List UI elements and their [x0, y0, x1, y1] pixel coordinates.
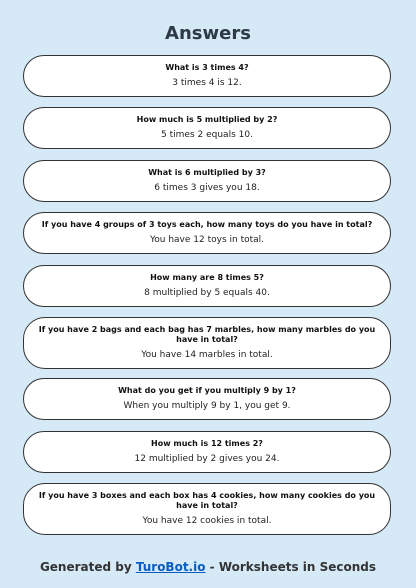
footer-suffix: - Worksheets in Seconds — [205, 560, 377, 574]
answer-card-4 — [23, 212, 391, 254]
page-title: Answers — [165, 23, 251, 44]
answer-text: 8 multiplied by 5 equals 40. — [144, 288, 270, 298]
footer — [0, 559, 416, 575]
answer-card-9 — [23, 483, 391, 535]
answer-text: When you multiply 9 by 1, you get 9. — [123, 401, 291, 411]
footer-prefix: Generated by — [39, 560, 136, 574]
question-text: How much is 12 times 2? — [151, 439, 263, 448]
answer-card-1 — [23, 55, 391, 97]
answer-text: 12 multiplied by 2 gives you 24. — [134, 454, 280, 464]
answer-text: 5 times 2 equals 10. — [161, 130, 253, 140]
answer-text: 3 times 4 is 12. — [172, 78, 242, 88]
answer-text: You have 12 cookies in total. — [142, 516, 272, 526]
question-text: How much is 5 multiplied by 2? — [136, 115, 278, 124]
answer-card-2 — [23, 107, 391, 149]
question-text: What is 3 times 4? — [165, 63, 249, 72]
question-text: How many are 8 times 5? — [150, 273, 264, 282]
question-text: If you have 3 boxes and each box has 4 cookies, how many cookies do you have in total? — [38, 491, 376, 510]
answer-text: You have 12 toys in total. — [149, 235, 265, 245]
question-text: What is 6 multiplied by 3? — [148, 168, 266, 177]
answer-card-8 — [23, 431, 391, 473]
answer-text: You have 14 marbles in total. — [141, 350, 273, 360]
question-text: If you have 4 groups of 3 toys each, how many toys do you have in total? — [41, 220, 373, 229]
answer-card-5 — [23, 265, 391, 307]
answer-text: 6 times 3 gives you 18. — [154, 183, 260, 193]
turobot-link[interactable]: TuroBot.io — [135, 560, 206, 574]
answer-card-3 — [23, 160, 391, 202]
question-text: If you have 2 bags and each bag has 7 marbles, how many marbles do you have in total? — [38, 325, 376, 344]
question-text: What do you get if you multiply 9 by 1? — [118, 386, 296, 395]
answer-card-6 — [23, 317, 391, 369]
answer-card-7 — [23, 378, 391, 420]
